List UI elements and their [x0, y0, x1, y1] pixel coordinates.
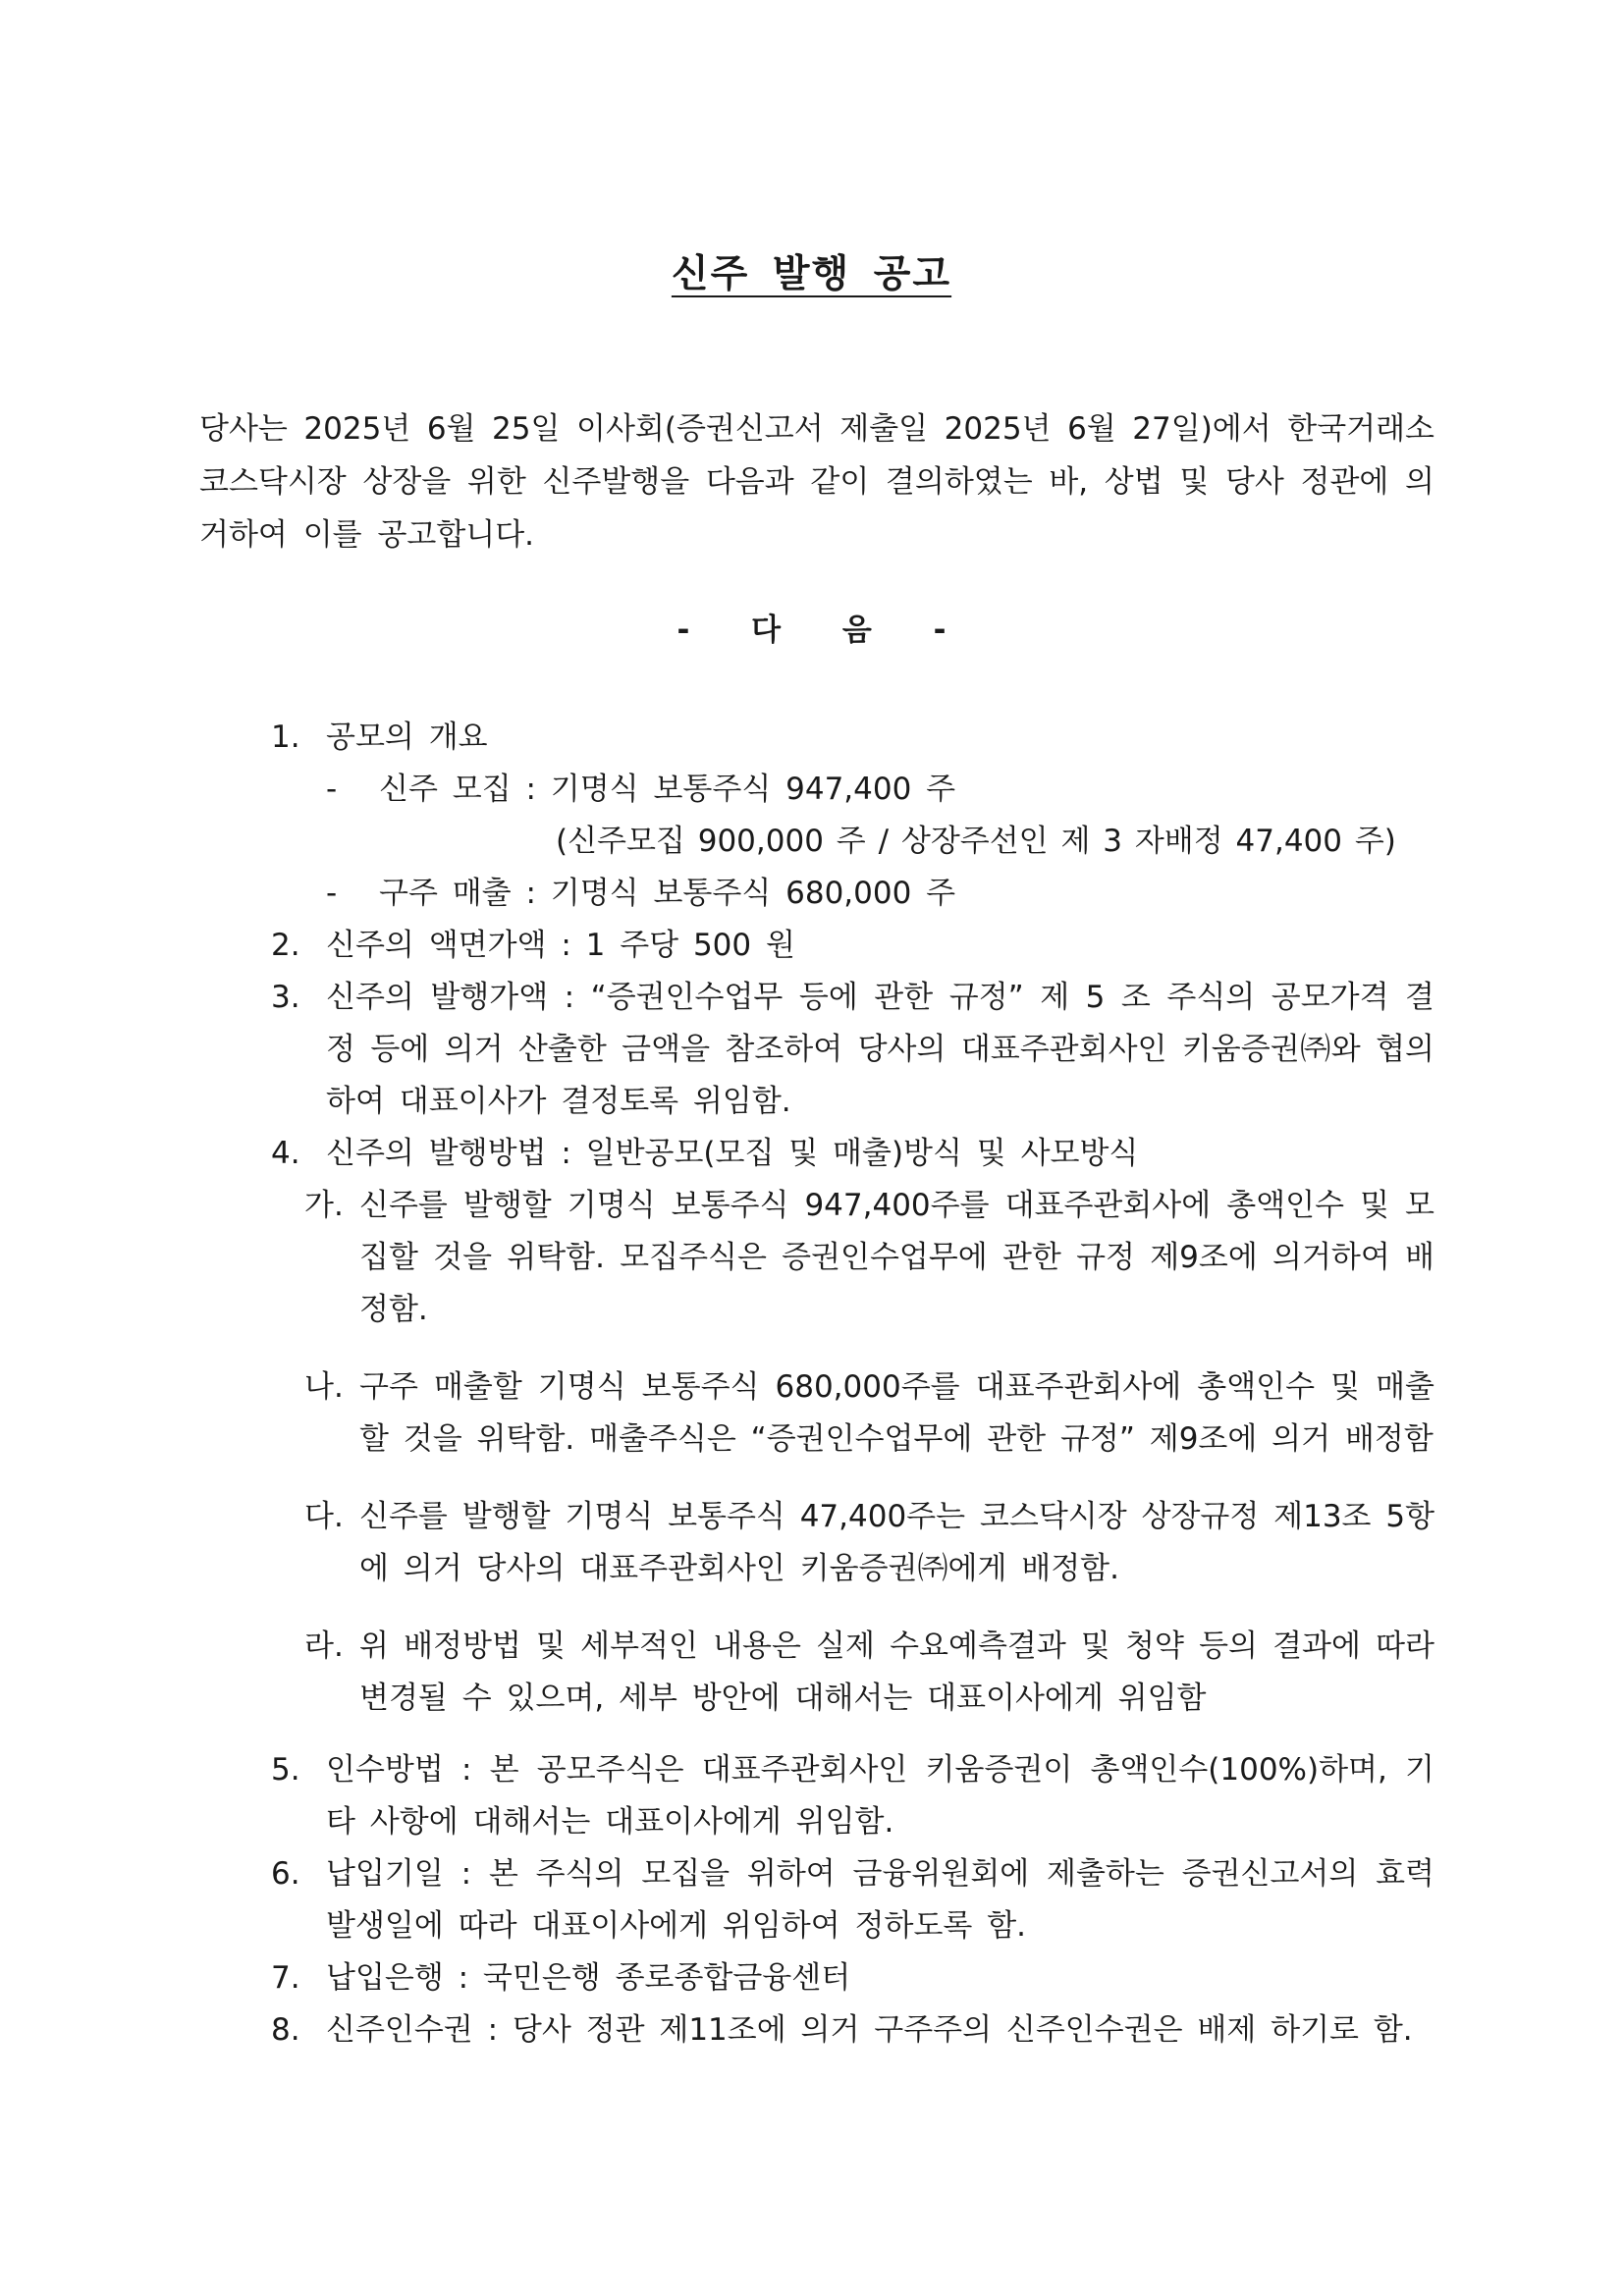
subitem-label: 나.: [304, 1369, 344, 1405]
intro-paragraph: [199, 402, 1434, 561]
spacer: [271, 1336, 1434, 1362]
dash-marker: -: [326, 876, 338, 911]
list-item: [271, 920, 1434, 972]
subheading-text: - 다 음 -: [676, 613, 972, 648]
method-subitem: [271, 1491, 1434, 1595]
method-subitem: [271, 1362, 1434, 1466]
item-text: 공모의 개요: [326, 720, 488, 755]
subitem-text: 구주 매출할 기명식 보통주식 680,000주를 대표주관회사에 총액인수 및 매출할 것을 위탁함. 매출주식은 “증권인수업무에 관한 규정” 제9조에 의거 배정함: [359, 1369, 1434, 1457]
new-shares-text: 신주 모집 : 기명식 보통주식 947,400 주: [379, 772, 956, 807]
list-item: [271, 972, 1434, 1128]
new-shares-detail: (신주모집 900,000 주 / 상장주선인 제 3 자배정 47,400 주): [556, 824, 1396, 859]
overview-subitem: [271, 764, 1434, 816]
title-text: 신주 발행 공고: [671, 252, 952, 296]
old-shares-text: 구주 매출 : 기명식 보통주식 680,000 주: [379, 876, 956, 911]
item-number: 8.: [271, 2012, 300, 2048]
item-number: 3.: [271, 980, 300, 1015]
item-text: 납입은행 : 국민은행 종로종합금융센터: [326, 1960, 851, 1996]
spacer: [271, 1725, 1434, 1744]
list-item: [271, 712, 1434, 764]
subitem-label: 가.: [304, 1188, 344, 1223]
subitem-text: 신주를 발행할 기명식 보통주식 947,400주를 대표주관회사에 총액인수 및 모집할 것을 위탁함. 모집주식은 증권인수업무에 관한 규정 제9조에 의거하여 배정함.: [359, 1188, 1434, 1327]
dash-marker: -: [326, 772, 338, 807]
method-subitem: [271, 1180, 1434, 1336]
list-item: [271, 1952, 1434, 2004]
spacer: [271, 1595, 1434, 1621]
overview-subitem: [271, 868, 1434, 920]
subitem-text: 신주를 발행할 기명식 보통주식 47,400주는 코스닥시장 상장규정 제13조 5항에 의거 당사의 대표주관회사인 키움증권㈜에게 배정함.: [359, 1499, 1435, 1586]
item-number: 5.: [271, 1752, 300, 1788]
item-number: 7.: [271, 1960, 300, 1996]
subitem-text: 위 배정방법 및 세부적인 내용은 실제 수요예측결과 및 청약 등의 결과에 따라 변경될 수 있으며, 세부 방안에 대해서는 대표이사에게 위임함: [359, 1629, 1434, 1716]
item-text: 신주의 발행가액 : “증권인수업무 등에 관한 규정” 제 5 조 주식의 공모가격 결정 등에 의거 산출한 금액을 참조하여 당사의 대표주관회사인 키움증권㈜와 협의하여 대표이사가 결정토록 위임함.: [326, 980, 1434, 1119]
item-text: 신주의 액면가액 : 1 주당 500 원: [326, 928, 795, 963]
item-number: 1.: [271, 720, 300, 755]
method-subitem: [271, 1621, 1434, 1725]
item-text: 납입기일 : 본 주식의 모집을 위하여 금융위원회에 제출하는 증권신고서의 효력발생일에 따라 대표이사에게 위임하여 정하도록 함.: [326, 1856, 1434, 1944]
list-item: [271, 1848, 1434, 1952]
item-number: 2.: [271, 928, 300, 963]
item-text: 인수방법 : 본 공모주식은 대표주관회사인 키움증권이 총액인수(100%)하며, 기타 사항에 대해서는 대표이사에게 위임함.: [326, 1752, 1434, 1840]
numbered-list: [271, 712, 1434, 2056]
list-item: [271, 1128, 1434, 1180]
subitem-label: 다.: [304, 1499, 344, 1534]
subitem-label: 라.: [304, 1629, 344, 1664]
item-number: 4.: [271, 1136, 300, 1171]
item-text: 신주의 발행방법 : 일반공모(모집 및 매출)방식 및 사모방식: [326, 1136, 1139, 1171]
item-number: 6.: [271, 1856, 300, 1892]
section-subheading: [0, 605, 1623, 649]
spacer: [271, 1466, 1434, 1491]
list-item: [271, 1744, 1434, 1848]
intro-text: 당사는 2025년 6월 25일 이사회(증권신고서 제출일 2025년 6월 27일)에서 한국거래소 코스닥시장 상장을 위한 신주발행을 다음과 같이 결의하였는 바, 상법 및 당사 정관에 의거하여 이를 공고합니다.: [199, 411, 1434, 553]
item-text: 신주인수권 : 당사 정관 제11조에 의거 구주주의 신주인수권은 배제 하기로 함.: [326, 2012, 1413, 2048]
page-title: [0, 243, 1623, 298]
list-item: [271, 2004, 1434, 2056]
